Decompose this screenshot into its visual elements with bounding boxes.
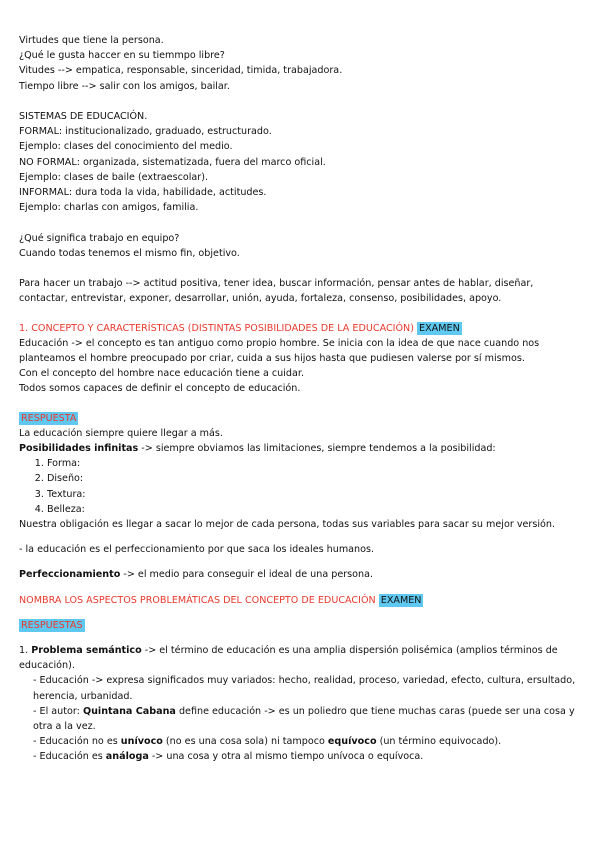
sistemas-example-2: Ejemplo: clases de baile (extraescolar).: [19, 171, 209, 183]
list-item: 3. Textura:: [47, 487, 584, 502]
univoco-mid: (no es una cosa sola) ni tampoco: [162, 736, 328, 748]
univoco-pre: - Educación no es: [33, 736, 121, 748]
list-item: 4. Belleza:: [47, 502, 584, 517]
univoco-rest: (un término equivocado).: [376, 736, 502, 748]
perfeccionamiento-line: [19, 567, 584, 582]
problema-semantico: [19, 643, 584, 673]
respuesta-line-1: La educación siempre quiere llegar a más.: [19, 427, 223, 439]
concepto-line-4: Todos somos capaces de definir el concepto de educación.: [19, 383, 301, 395]
intro-line-2: ¿Qué le gusta haccer en su tiemmpo libre?: [19, 50, 225, 62]
equipo-question: ¿Qué significa trabajo en equipo?: [19, 232, 180, 244]
bullet-analoga: [19, 749, 584, 764]
intro-line-1: Virtudes que tiene la persona.: [19, 35, 164, 46]
respuestas-label-row: [19, 618, 584, 633]
analoga-bold: análoga: [105, 751, 149, 763]
equipo-answer: Cuando todas tenemos el mismo fin, objetivo.: [19, 247, 240, 259]
respuestas-label: RESPUESTAS: [21, 619, 83, 631]
perfeccionamiento-rest: -> el medio para conseguir el ideal de una persona.: [120, 569, 374, 581]
univoco-bold: unívoco: [120, 736, 163, 748]
posibilidades-bold: Posibilidades infinitas: [19, 443, 139, 455]
posibilidades-list: [19, 456, 584, 517]
document-page: [19, 33, 584, 765]
concepto-heading: [19, 321, 584, 336]
nombra-heading-text: NOMBRA LOS ASPECTOS PROBLEMÁTICAS DEL CONCEPTO DE EDUCACIÓN: [19, 594, 376, 606]
nombra-heading: [19, 593, 584, 608]
list-item: 1. Forma:: [47, 456, 584, 471]
sistemas-example-1: Ejemplo: clases del conocimiento del medio.: [19, 141, 233, 153]
respuesta-line-3: - la educación es el perfeccionamiento por que saca los ideales humanos.: [19, 544, 375, 556]
sistemas-title: SISTEMAS DE EDUCACIÓN.: [19, 111, 148, 122]
perfeccionamiento-bold: Perfeccionamiento: [19, 569, 121, 581]
problema-number: 1.: [19, 645, 32, 657]
respuesta-label-row: [19, 411, 584, 426]
trabajo-line-1: Para hacer un trabajo --> actitud positiva, tener idea, buscar información, pensar antes de hablar, diseñar,: [19, 278, 534, 290]
problema-rest: -> el término de educación es una amplia dispersión polisémica (amplios términos de educación).: [19, 645, 558, 672]
list-item: 2. Diseño:: [47, 471, 584, 486]
concepto-heading-text: 1. CONCEPTO Y CARACTERÍSTICAS (DISTINTAS POSIBILIDADES DE LA EDUCACIÓN): [19, 322, 414, 334]
posibilidades-rest: -> siempre obviamos las limitaciones, siempre tendemos a la posibilidad:: [138, 443, 496, 455]
autor-bold: Quintana Cabana: [82, 705, 176, 717]
bullet-univoco: [19, 734, 584, 749]
posibilidades-line: [19, 441, 584, 456]
autor-pre: - El autor:: [33, 705, 83, 717]
examen-tag: EXAMEN: [419, 322, 460, 334]
concepto-line-2: planteamos el hombre preocupado por criar, cuida a sus hijos hasta que pudiesen valerse por sí mismos.: [19, 353, 525, 365]
analoga-pre: - Educación es: [33, 751, 106, 763]
respuesta-line-2: Nuestra obligación es llegar a sacar lo mejor de cada persona, todas sus variables para sacar su mejor versión.: [19, 519, 556, 531]
sistemas-example-3: Ejemplo: charlas con amigos, familia.: [19, 202, 199, 214]
sistemas-informal: INFORMAL: dura toda la vida, habilidade, actitudes.: [19, 187, 267, 199]
concepto-line-3: Con el concepto del hombre nace educación tiene a cuidar.: [19, 368, 305, 380]
problema-bold: Problema semántico: [31, 645, 142, 657]
equivoco-bold: equívoco: [327, 736, 377, 748]
examen-tag: EXAMEN: [380, 594, 422, 606]
trabajo-line-2: contactar, entrevistar, exponer, desarrollar, unión, ayuda, fortaleza, consenso, posibilidades, apoyo.: [19, 293, 502, 305]
respuesta-label: RESPUESTA: [21, 412, 77, 424]
sistemas-no-formal: NO FORMAL: organizada, sistematizada, fuera del marco oficial.: [19, 156, 326, 168]
analoga-rest: -> una cosa y otra al mismo tiempo unívoca o equívoca.: [148, 751, 424, 763]
bullet-autor: [19, 704, 584, 734]
sistemas-formal: FORMAL: institucionalizado, graduado, estructurado.: [19, 126, 272, 138]
concepto-line-1: Educación -> el concepto es tan antiguo como propio hombre. Se inicia con la idea de que nace cuando nos: [19, 337, 540, 349]
intro-line-3: Vitudes --> empatica, responsable, sinceridad, timida, trabajadora.: [19, 65, 343, 77]
intro-line-4: Tiempo libre --> salir con los amigos, bailar.: [19, 80, 230, 92]
autor-rest: define educación -> es un poliedro que tiene muchas caras (puede ser una cosa y otra a la vez.: [33, 705, 575, 733]
bullet-educacion: - Educación -> expresa significados muy variados: hecho, realidad, proceso, variedad, efecto, cultura, ersultado, herencia, urbanidad.: [33, 675, 576, 702]
